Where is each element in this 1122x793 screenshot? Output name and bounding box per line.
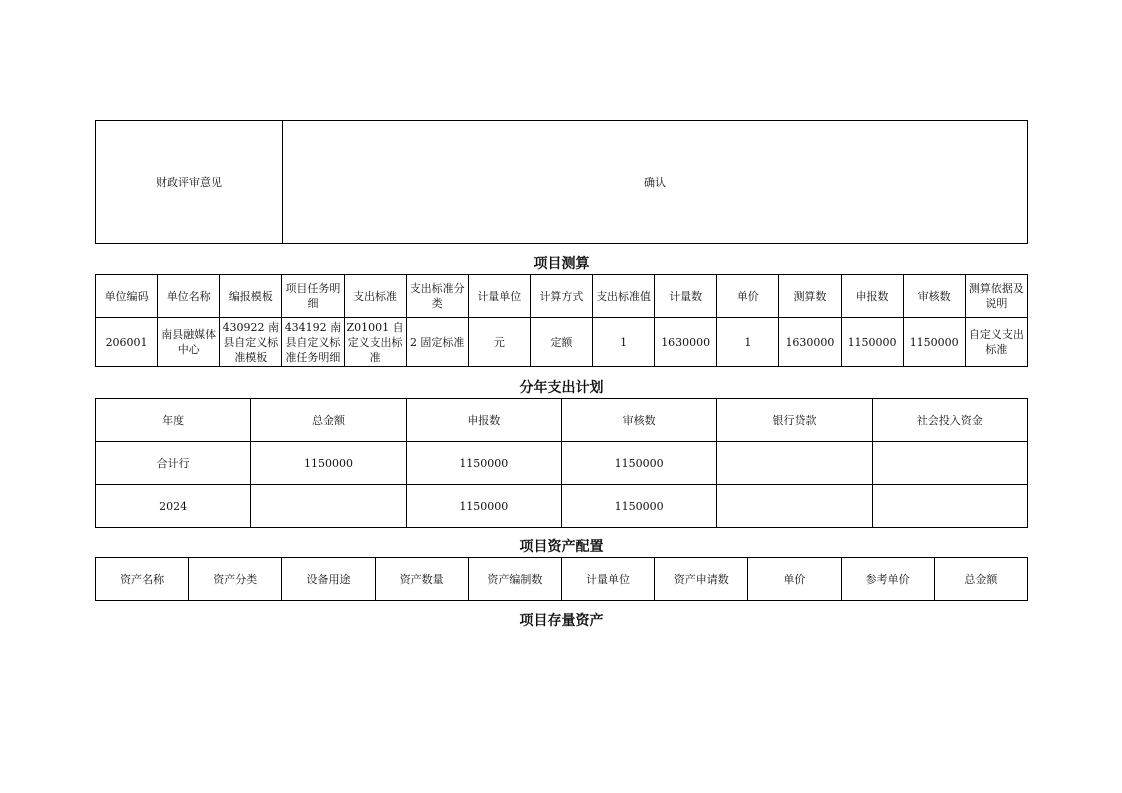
calc-header-cell: 申报数	[841, 275, 903, 318]
yearly-header-row	[96, 399, 1028, 442]
assets-header-cell: 总金额	[934, 558, 1027, 601]
calc-header-cell: 测算数	[779, 275, 841, 318]
assets-table	[95, 557, 1028, 601]
calc-header-cell: 支出标准值	[593, 275, 655, 318]
calc-header-cell: 计量单位	[468, 275, 530, 318]
calc-header-cell: 单价	[717, 275, 779, 318]
assets-header-cell: 资产编制数	[468, 558, 561, 601]
calc-cell: 434192 南县自定义标准任务明细	[282, 318, 344, 367]
calc-cell: 自定义支出标准	[965, 318, 1027, 367]
calc-cell: 206001	[96, 318, 158, 367]
review-table	[95, 120, 1028, 244]
calc-header-cell: 编报模板	[220, 275, 282, 318]
yearly-cell: 合计行	[96, 442, 251, 485]
calc-header-cell: 计量数	[655, 275, 717, 318]
calc-cell: 1	[593, 318, 655, 367]
yearly-cell	[717, 442, 872, 485]
calc-cell: 430922 南县自定义标准模板	[220, 318, 282, 367]
calc-header-row	[96, 275, 1028, 318]
yearly-cell	[717, 485, 872, 528]
calc-header-cell: 单位名称	[158, 275, 220, 318]
calc-cell: 2 固定标准	[406, 318, 468, 367]
calc-cell: 1	[717, 318, 779, 367]
calc-header-cell: 计算方式	[530, 275, 592, 318]
assets-header-cell: 参考单价	[841, 558, 934, 601]
yearly-header-cell: 银行贷款	[717, 399, 872, 442]
calc-cell: 1150000	[841, 318, 903, 367]
calc-data-row	[96, 318, 1028, 367]
yearly-header-cell: 总金额	[251, 399, 406, 442]
stock-title: 项目存量资产	[519, 613, 604, 629]
yearly-cell	[872, 442, 1027, 485]
yearly-header-cell: 社会投入资金	[872, 399, 1027, 442]
assets-header-cell: 计量单位	[561, 558, 654, 601]
calc-cell: 1630000	[779, 318, 841, 367]
yearly-cell: 1150000	[406, 485, 561, 528]
yearly-header-cell: 申报数	[406, 399, 561, 442]
yearly-header-cell: 年度	[96, 399, 251, 442]
yearly-cell: 2024	[96, 485, 251, 528]
calc-header-cell: 单位编码	[96, 275, 158, 318]
calc-table	[95, 274, 1028, 367]
assets-header-cell: 资产数量	[375, 558, 468, 601]
yearly-cell: 1150000	[561, 485, 716, 528]
calc-cell: 南县融媒体中心	[158, 318, 220, 367]
yearly-cell: 1150000	[561, 442, 716, 485]
calc-cell: 1150000	[903, 318, 965, 367]
yearly-cell	[251, 485, 406, 528]
yearly-table	[95, 398, 1028, 528]
review-label: 财政评审意见	[96, 121, 283, 244]
calc-header-cell: 支出标准分类	[406, 275, 468, 318]
calc-cell: Z01001 自定义支出标准	[344, 318, 406, 367]
yearly-header-cell: 审核数	[561, 399, 716, 442]
calc-header-cell: 项目任务明细	[282, 275, 344, 318]
assets-header-row	[96, 558, 1028, 601]
yearly-cell	[872, 485, 1027, 528]
calc-cell: 1630000	[655, 318, 717, 367]
assets-title: 项目资产配置	[519, 539, 604, 555]
yearly-cell: 1150000	[251, 442, 406, 485]
review-row	[96, 121, 1028, 244]
yearly-row-2024	[96, 485, 1028, 528]
calc-header-cell: 审核数	[903, 275, 965, 318]
yearly-title: 分年支出计划	[519, 380, 604, 396]
assets-header-cell: 资产名称	[96, 558, 189, 601]
assets-header-cell: 资产分类	[189, 558, 282, 601]
assets-header-cell: 资产申请数	[655, 558, 748, 601]
assets-header-cell: 设备用途	[282, 558, 375, 601]
calc-cell: 元	[468, 318, 530, 367]
calc-header-cell: 测算依据及说明	[965, 275, 1027, 318]
review-value: 确认	[283, 121, 1028, 244]
calc-header-cell: 支出标准	[344, 275, 406, 318]
calc-title: 项目测算	[533, 256, 590, 272]
calc-cell: 定额	[530, 318, 592, 367]
yearly-cell: 1150000	[406, 442, 561, 485]
assets-header-cell: 单价	[748, 558, 841, 601]
yearly-row-total	[96, 442, 1028, 485]
